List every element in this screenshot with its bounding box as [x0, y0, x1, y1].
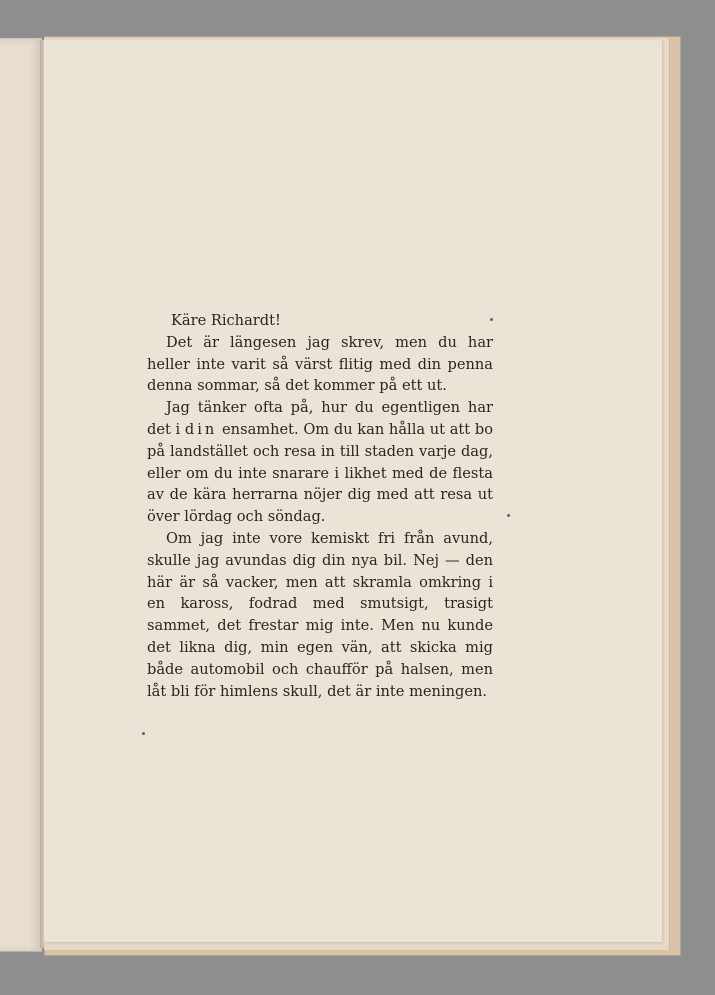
- ink-speck: [142, 732, 145, 735]
- letter-paragraph-1: [147, 332, 493, 397]
- paragraph-text: Jag tänker ofta på, hur du egentligen har det i: [147, 399, 493, 438]
- letter-greeting: Käre Richardt!: [171, 312, 281, 329]
- paragraph-text: Det är längesen jag skrev, men du har heller inte varit så värst flitig med din penna denna sommar, så det kommer på ett ut.: [147, 333, 493, 395]
- left-page: [0, 38, 42, 952]
- paragraph-text: Om jag inte vore kemiskt fri från avund, skulle jag avundas dig din nya bil. Nej — den här är så vacker, men att skramla omkring i en kaross, fodrad med smutsigt, trasigt sammet, det frestar mig inte. Men nu kunde det likna dig, min egen vän, att skicka mig både automobil och chaufför på halsen, men låt bli för himlens skull, det är inte meningen.: [147, 529, 493, 700]
- ink-speck: [490, 318, 493, 321]
- ink-speck: [507, 514, 510, 517]
- spaced-emphasis: din: [184, 420, 218, 438]
- letter-text: [147, 310, 493, 702]
- paragraph-text: ensamhet. Om du kan hålla ut att bo på landstället och resa in till staden varje dag, eller om du inte snarare i likhet med de flesta av de kära herrarna nöjer dig med att resa ut över lördag och söndag.: [147, 420, 493, 526]
- letter-paragraph-2: [147, 397, 493, 528]
- letter-paragraph-3: [147, 528, 493, 702]
